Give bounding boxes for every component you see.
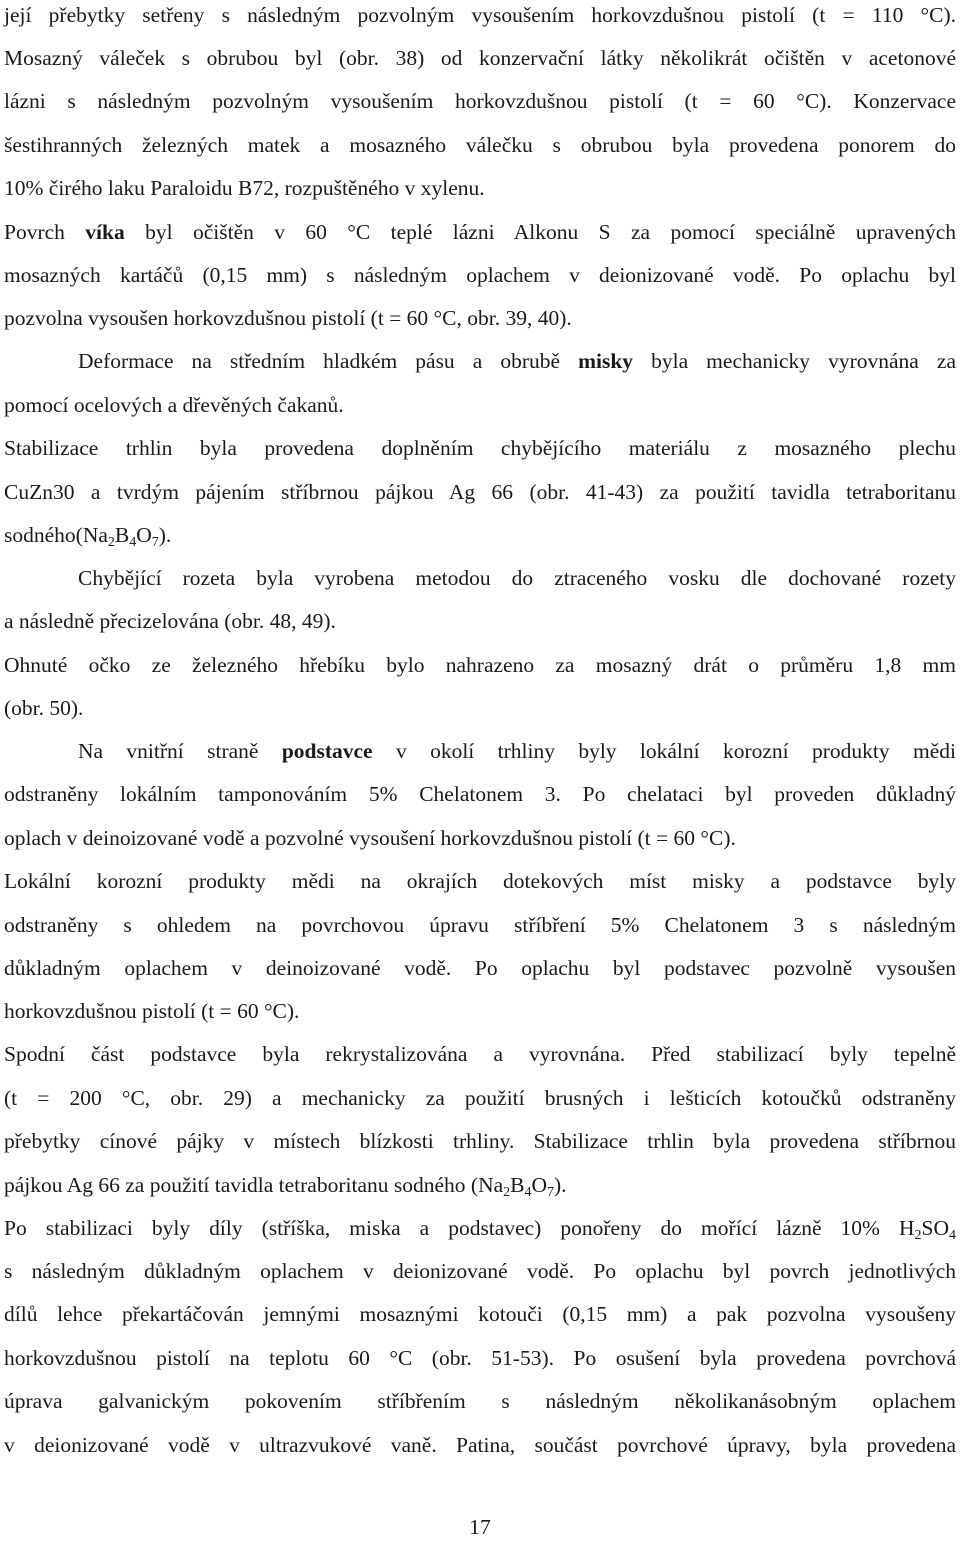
text-line xyxy=(4,693,956,723)
text-run: Lokální korozní produkty mědi na okrajích dotekových míst misky a podstavce byly xyxy=(4,869,956,893)
text-run: O xyxy=(136,523,152,547)
bold-term: víka xyxy=(85,220,125,244)
text-run: pozvolna vysoušen horkovzdušnou pistolí (t = 60 °C, obr. 39, 40). xyxy=(4,306,572,330)
text-line xyxy=(4,390,956,420)
subscript: 4 xyxy=(949,1228,956,1243)
text-line xyxy=(4,910,956,940)
text-line xyxy=(4,0,956,30)
text-run: 10% čirého laku Paraloidu B72, rozpuštěného v xylenu. xyxy=(4,176,485,200)
text-line xyxy=(4,477,956,507)
text-run: B xyxy=(510,1173,525,1197)
subscript: 7 xyxy=(151,535,159,550)
text-run: Ohnuté očko ze železného hřebíku bylo nahrazeno za mosazný drát o průměru 1,8 mm xyxy=(4,653,956,677)
subscript: 2 xyxy=(107,535,115,550)
text-line xyxy=(4,86,956,116)
text-run: odstraněny s ohledem na povrchovou úpravu stříbření 5% Chelatonem 3 s následným xyxy=(4,913,956,937)
text-run: byla mechanicky vyrovnána za xyxy=(633,349,956,373)
text-line xyxy=(4,260,956,290)
text-run: Stabilizace trhlin byla provedena doplněním chybějícího materiálu z mosazného plechu xyxy=(4,436,956,460)
text-run: v deionizované vodě v ultrazvukové vaně. Patina, součást povrchové úpravy, byla provedena xyxy=(4,1433,956,1457)
text-run: byl očištěn v 60 °C teplé lázni Alkonu S za pomocí speciálně upravených xyxy=(124,220,956,244)
text-line xyxy=(4,217,956,247)
text-run: její přebytky setřeny s následným pozvolným vysoušením horkovzdušnou pistolí (t = 110 °C). xyxy=(4,3,956,27)
text-line xyxy=(4,1170,956,1200)
text-line xyxy=(4,650,956,680)
text-run: a následně přecizelována (obr. 48, 49). xyxy=(4,609,336,633)
text-line xyxy=(4,130,956,160)
text-run: Povrch xyxy=(4,220,86,244)
text-run: horkovzdušnou pistolí (t = 60 °C). xyxy=(4,999,300,1023)
subscript: 4 xyxy=(524,1185,532,1200)
text-run: úprava galvanickým pokovením stříbřením s následným několikanásobným oplachem xyxy=(4,1389,956,1413)
text-run: oplach v deinoizované vodě a pozvolné vysoušení horkovzdušnou pistolí (t = 60 °C). xyxy=(4,826,736,850)
text-run: Chybějící rozeta byla vyrobena metodou do ztraceného vosku dle dochované rozety xyxy=(78,566,956,590)
text-run: CuZn30 a tvrdým pájením stříbrnou pájkou Ag 66 (obr. 41-43) za použití tavidla tetraboritanu xyxy=(4,480,956,504)
text-line xyxy=(4,303,956,333)
text-line xyxy=(4,1213,956,1243)
text-line xyxy=(4,1126,956,1156)
text-run: sodného(Na xyxy=(4,523,108,547)
text-line xyxy=(4,606,956,636)
subscript: 4 xyxy=(129,535,137,550)
text-run: dílů lehce překartáčován jemnými mosaznými kotouči (0,15 mm) a pak pozvolna vysoušeny xyxy=(4,1302,956,1326)
text-run: v okolí trhliny byly lokální korozní produkty mědi xyxy=(372,739,956,763)
text-run: B xyxy=(114,523,130,547)
text-line xyxy=(4,996,956,1026)
text-line xyxy=(4,823,956,853)
text-run: šestihranných železných matek a mosazného válečku s obrubou byla provedena ponorem do xyxy=(4,133,956,157)
text-line xyxy=(4,1430,956,1460)
text-line xyxy=(4,1256,956,1286)
text-run: Spodní část podstavce byla rekrystalizována a vyrovnána. Před stabilizací byly tepelně xyxy=(4,1042,956,1066)
text-run: SO xyxy=(921,1216,949,1240)
text-line xyxy=(4,1343,956,1373)
text-run: pomocí ocelových a dřevěných čakanů. xyxy=(4,393,344,417)
text-run: mosazných kartáčů (0,15 mm) s následným oplachem v deionizované vodě. Po oplachu byl xyxy=(4,263,956,287)
text-line xyxy=(4,43,956,73)
text-line xyxy=(4,433,956,463)
text-line xyxy=(4,563,956,593)
text-run: ). xyxy=(158,523,172,547)
text-line xyxy=(4,1039,956,1069)
text-line xyxy=(4,1386,956,1416)
text-run: Po stabilizaci byly díly (stříška, miska a podstavec) ponořeny do mořící lázně 10% H xyxy=(4,1216,915,1240)
subscript: 2 xyxy=(503,1185,511,1200)
text-line xyxy=(4,1083,956,1113)
page-number: 17 xyxy=(469,1515,491,1539)
text-run: Mosazný váleček s obrubou byl (obr. 38) od konzervační látky několikrát očištěn v acetonové xyxy=(4,46,956,70)
text-run: důkladným oplachem v deinoizované vodě. Po oplachu byl podstavec pozvolně vysoušen xyxy=(4,956,956,980)
text-run: (t = 200 °C, obr. 29) a mechanicky za použití brusných i lešticích kotoučků odstraněny xyxy=(4,1086,956,1110)
text-line xyxy=(4,736,956,766)
text-line xyxy=(4,520,956,550)
bold-term: podstavce xyxy=(281,739,373,763)
text-run: horkovzdušnou pistolí na teplotu 60 °C (obr. 51-53). Po osušení byla provedena povrchová xyxy=(4,1346,956,1370)
text-line xyxy=(4,866,956,896)
text-line xyxy=(4,173,956,203)
text-run: O xyxy=(531,1173,548,1197)
text-run: s následným důkladným oplachem v deionizované vodě. Po oplachu byl povrch jednotlivých xyxy=(4,1259,956,1283)
subscript: 2 xyxy=(914,1228,922,1243)
text-run: odstraněny lokálním tamponováním 5% Chelatonem 3. Po chelataci byl proveden důkladný xyxy=(4,782,956,806)
bold-term: misky xyxy=(578,349,634,373)
text-run: pájkou Ag 66 za použití tavidla tetraboritanu sodného (Na xyxy=(4,1173,504,1197)
subscript: 7 xyxy=(547,1185,555,1200)
text-run: Na vnitřní straně xyxy=(78,739,282,763)
text-run: ). xyxy=(554,1173,567,1197)
text-line xyxy=(4,346,956,376)
text-line xyxy=(4,953,956,983)
text-line xyxy=(4,779,956,809)
text-run: lázni s následným pozvolným vysoušením horkovzdušnou pistolí (t = 60 °C). Konzervace xyxy=(4,89,956,113)
text-line xyxy=(4,1299,956,1329)
text-run: (obr. 50). xyxy=(4,696,84,720)
text-run: Deformace na středním hladkém pásu a obrubě xyxy=(78,349,579,373)
text-run: přebytky cínové pájky v místech blízkosti trhliny. Stabilizace trhlin byla provedena stříbrnou xyxy=(4,1129,956,1153)
